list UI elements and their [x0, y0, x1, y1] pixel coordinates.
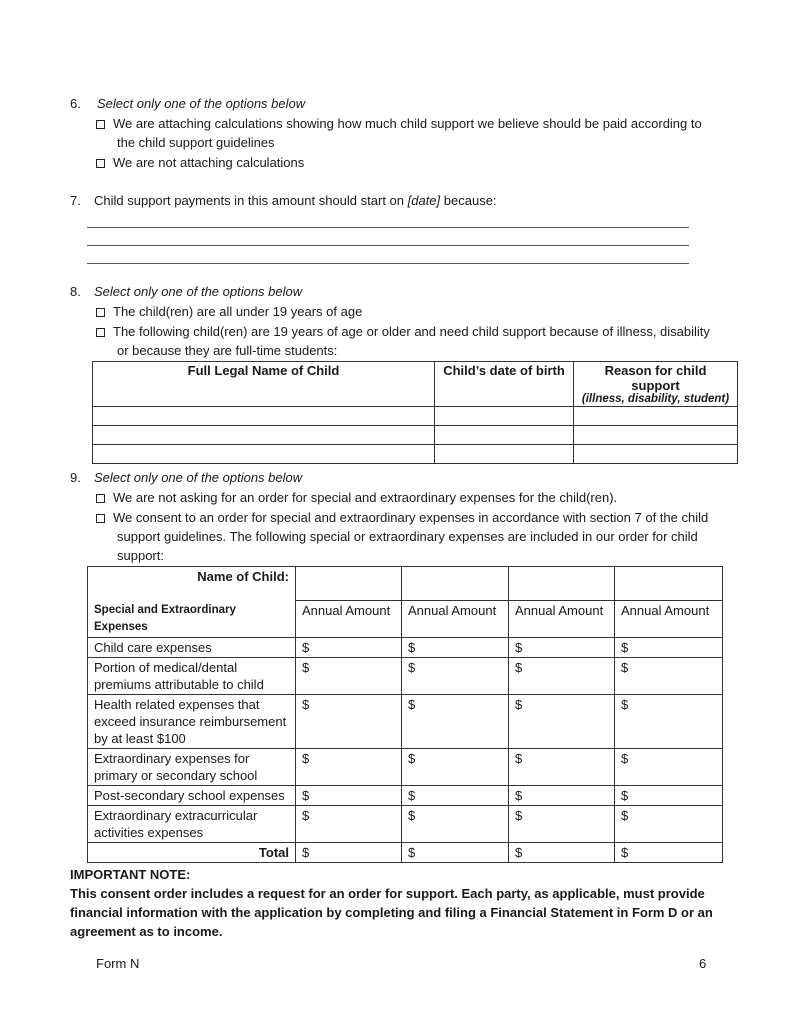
table-row	[93, 445, 738, 464]
child-name-cell[interactable]	[615, 567, 723, 601]
q7-text: Child support payments in this amount should start on [date] because:	[94, 193, 497, 208]
amount-cell[interactable]: $	[509, 657, 615, 694]
amount-cell[interactable]: $	[402, 637, 509, 657]
child-name-cell[interactable]	[402, 567, 509, 601]
amount-cell[interactable]: $	[402, 842, 509, 862]
amount-cell[interactable]: $	[402, 748, 509, 785]
q9-expenses-table	[87, 566, 723, 863]
amount-cell[interactable]: $	[615, 785, 723, 805]
q9-option-2-cont: support guidelines. The following special or extraordinary expenses are included in our order for child	[117, 529, 698, 544]
amount-header: Annual Amount	[509, 601, 615, 638]
amount-cell[interactable]: $	[402, 805, 509, 842]
amount-cell[interactable]: $	[615, 657, 723, 694]
expense-label: Child care expenses	[88, 637, 296, 657]
amount-cell[interactable]: $	[296, 785, 402, 805]
amount-cell[interactable]: $	[509, 748, 615, 785]
amount-cell[interactable]: $	[615, 694, 723, 748]
amount-cell[interactable]: $	[296, 805, 402, 842]
note-heading: IMPORTANT NOTE:	[70, 867, 191, 882]
amount-cell[interactable]: $	[615, 842, 723, 862]
amount-header: Annual Amount	[402, 601, 509, 638]
amount-cell[interactable]: $	[509, 637, 615, 657]
amount-cell[interactable]: $	[615, 637, 723, 657]
checkbox[interactable]	[96, 514, 105, 523]
expense-label: Extraordinary expenses for primary or secondary school	[88, 748, 296, 785]
q6-option-1-cont: the child support guidelines	[117, 135, 275, 150]
q6-number: 6.	[70, 96, 81, 111]
checkbox[interactable]	[96, 494, 105, 503]
amount-cell[interactable]: $	[509, 694, 615, 748]
q8-prompt: Select only one of the options below	[94, 284, 303, 299]
checkbox[interactable]	[96, 328, 105, 337]
amount-cell[interactable]: $	[402, 657, 509, 694]
amount-cell[interactable]: $	[296, 637, 402, 657]
amount-cell[interactable]: $	[296, 748, 402, 785]
expense-label: Post-secondary school expenses	[88, 785, 296, 805]
table-row	[88, 694, 723, 748]
q9-number: 9.	[70, 470, 81, 485]
q8-option-2-cont: or because they are full-time students:	[117, 343, 338, 358]
note-line: agreement as to income.	[70, 924, 223, 939]
amount-cell[interactable]: $	[402, 694, 509, 748]
q6-option-1[interactable]: We are attaching calculations showing how much child support we believe should be paid according to	[96, 116, 702, 131]
amount-cell[interactable]: $	[509, 842, 615, 862]
q6-prompt: Select only one of the options below	[97, 96, 306, 111]
q6-option-2[interactable]: We are not attaching calculations	[96, 155, 304, 170]
amount-cell[interactable]: $	[615, 748, 723, 785]
q9-prompt: Select only one of the options below	[94, 470, 303, 485]
amount-header: Annual Amount	[615, 601, 723, 638]
q7-answer-line-2[interactable]	[87, 245, 689, 246]
amount-cell[interactable]: $	[615, 805, 723, 842]
q9-option-2-cont2: support:	[117, 548, 164, 563]
page-number: 6	[699, 956, 707, 971]
table-row	[93, 407, 738, 426]
footer-form-label: Form N	[96, 956, 140, 971]
expense-label: Health related expenses that exceed insurance reimbursement by at least $100	[88, 694, 296, 748]
col-dob-header: Child’s date of birth	[435, 362, 574, 407]
expense-label: Extraordinary extracurricular activities expenses	[88, 805, 296, 842]
expense-label: Portion of medical/dental premiums attributable to child	[88, 657, 296, 694]
child-name-cell[interactable]	[296, 567, 402, 601]
child-name-cell[interactable]	[509, 567, 615, 601]
expenses-sub-label: Special and Extraordinary Expenses	[88, 601, 296, 638]
q9-option-1[interactable]: We are not asking for an order for special and extraordinary expenses for the child(ren).	[96, 490, 617, 505]
checkbox[interactable]	[96, 308, 105, 317]
table-row	[88, 637, 723, 657]
q8-option-1[interactable]: The child(ren) are all under 19 years of age	[96, 304, 362, 319]
q7-answer-line-3[interactable]	[87, 263, 689, 264]
table-row	[88, 785, 723, 805]
q7-answer-line-1[interactable]	[87, 227, 689, 228]
note-line: financial information with the application by completing and filing a Financial Statement in Form D or an	[70, 905, 713, 920]
table-row	[88, 657, 723, 694]
checkbox[interactable]	[96, 159, 105, 168]
table-row	[88, 805, 723, 842]
table-row	[88, 748, 723, 785]
q8-number: 8.	[70, 284, 81, 299]
note-line: This consent order includes a request for an order for support. Each party, as applicable, must provide	[70, 886, 705, 901]
q9-option-2[interactable]: We consent to an order for special and extraordinary expenses in accordance with section 7 of the child	[96, 510, 708, 525]
amount-cell[interactable]: $	[296, 842, 402, 862]
important-note	[70, 865, 750, 941]
total-label: Total	[88, 842, 296, 862]
name-of-child-label: Name of Child:	[88, 567, 296, 601]
amount-cell[interactable]: $	[402, 785, 509, 805]
table-row	[93, 426, 738, 445]
amount-cell[interactable]: $	[296, 657, 402, 694]
q8-children-table	[92, 361, 738, 464]
amount-header: Annual Amount	[296, 601, 402, 638]
col-reason-header: Reason for child support (illness, disability, student)	[574, 362, 738, 407]
col-name-header: Full Legal Name of Child	[93, 362, 435, 407]
amount-cell[interactable]: $	[509, 785, 615, 805]
checkbox[interactable]	[96, 120, 105, 129]
q7-number: 7.	[70, 193, 81, 208]
amount-cell[interactable]: $	[296, 694, 402, 748]
amount-cell[interactable]: $	[509, 805, 615, 842]
q8-option-2[interactable]: The following child(ren) are 19 years of age or older and need child support because of illness, disability	[96, 324, 710, 339]
